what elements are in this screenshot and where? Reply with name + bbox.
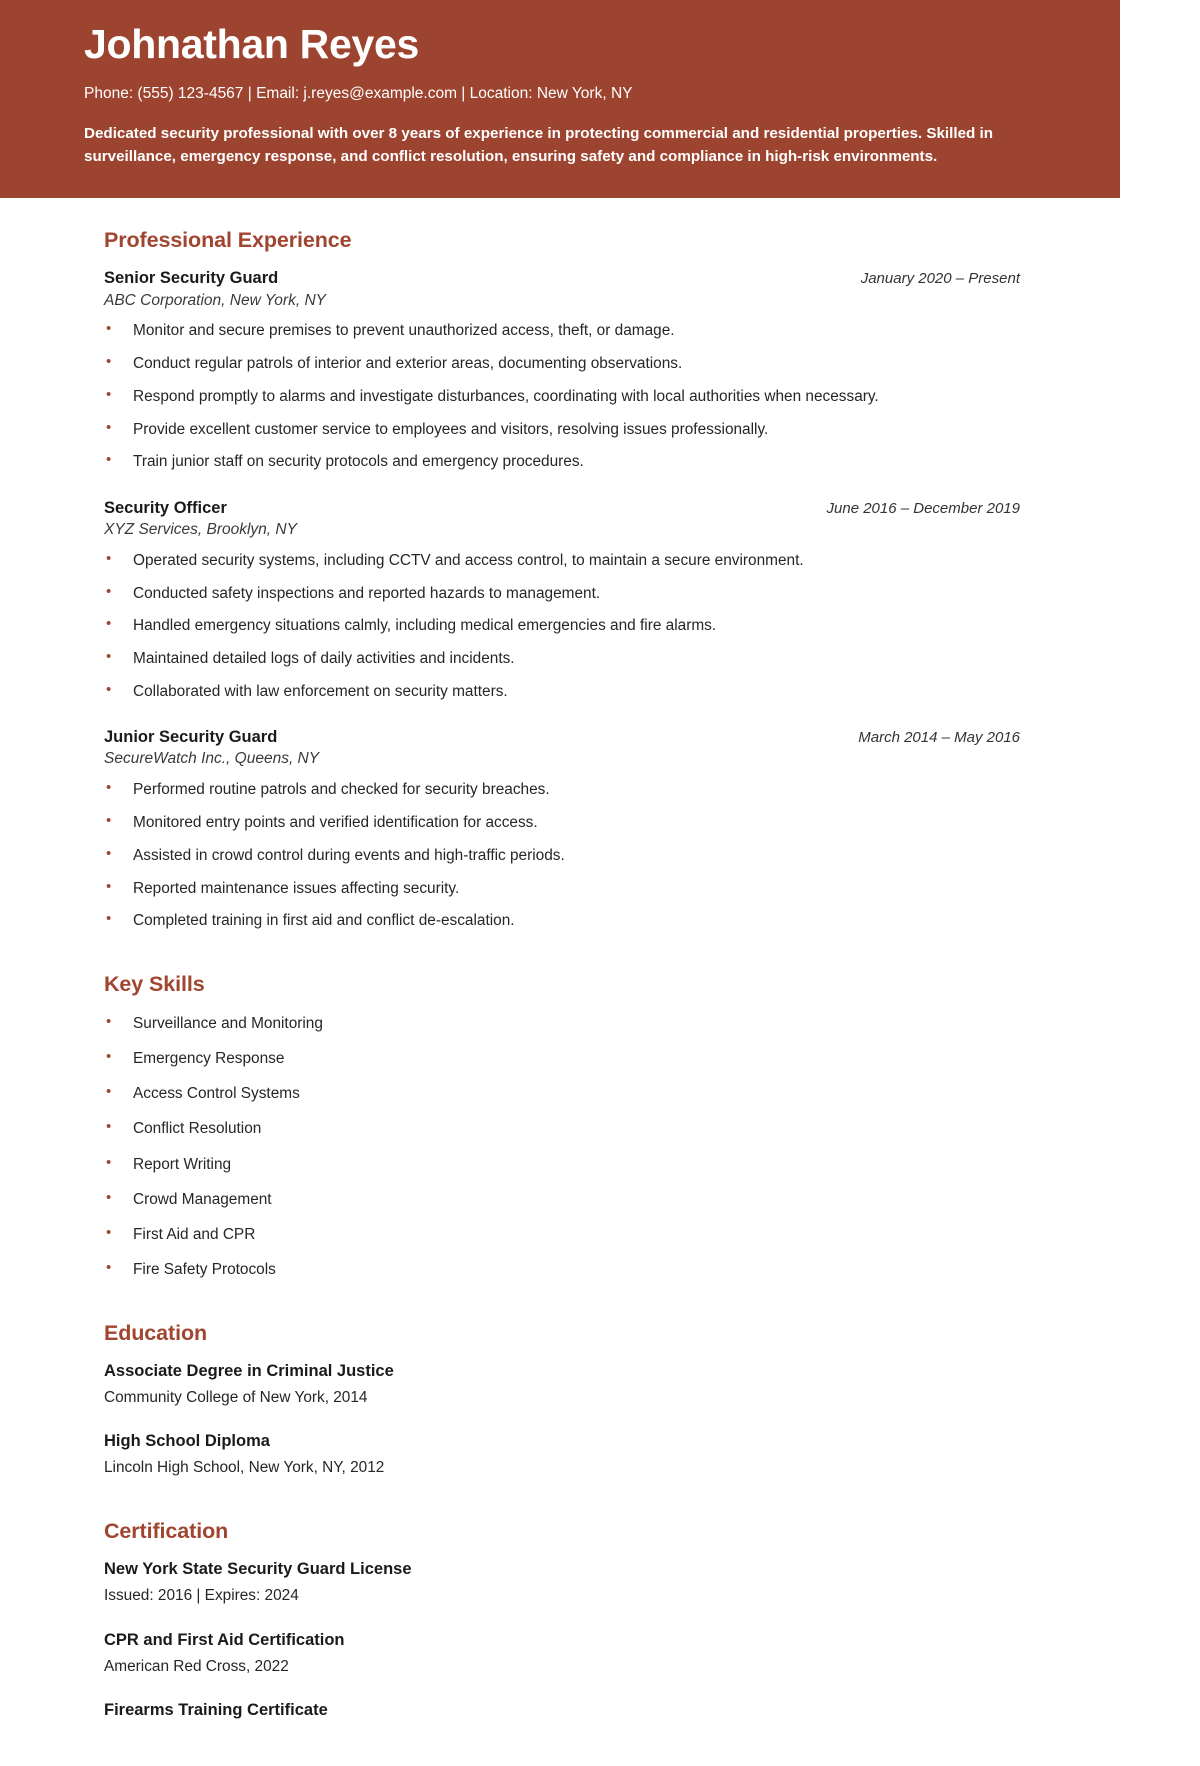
job-responsibility-list [104,779,1020,931]
certification-detail: Issued: 2016 | Expires: 2024 [104,1586,299,1604]
list-item: • Performed routine patrols and checked for security breaches. [104,779,1020,800]
job-responsibility-list [104,550,1020,702]
section-heading-experience: Professional Experience [104,228,352,253]
job-date-range: March 2014 – May 2016 [858,729,1020,747]
list-item: • Handled emergency situations calmly, including medical emergencies and fire alarms. [104,615,1020,636]
job-company: XYZ Services, Brooklyn, NY [104,520,297,538]
list-item: • Monitored entry points and verified identification for access. [104,812,1020,833]
list-item: • Reported maintenance issues affecting security. [104,878,1020,899]
experience-entry [104,267,1020,472]
list-item: • Access Control Systems [104,1083,1020,1104]
list-item: • Surveillance and Monitoring [104,1013,1020,1034]
job-date-range: June 2016 – December 2019 [826,499,1020,517]
list-item: • Monitor and secure premises to prevent unauthorized access, theft, or damage. [104,320,1020,341]
certification-entry [104,1558,1020,1607]
list-item: • Collaborated with law enforcement on security matters. [104,681,1020,702]
job-title: Security Officer [104,498,227,517]
job-company: ABC Corporation, New York, NY [104,291,326,309]
resume-header-banner [0,0,1120,198]
section-education [104,1321,1020,1479]
list-item: • Completed training in first aid and conflict de-escalation. [104,910,1020,931]
section-professional-experience [104,228,1020,931]
list-item: • Maintained detailed logs of daily activities and incidents. [104,648,1020,669]
section-heading-skills: Key Skills [104,971,205,996]
resume-body [0,198,1120,1766]
education-entry [104,1360,1020,1409]
list-item: • Respond promptly to alarms and investigate disturbances, coordinating with local authorities when necessary. [104,386,1020,407]
experience-entry-header [104,497,1020,519]
education-degree: Associate Degree in Criminal Justice [104,1361,394,1380]
section-key-skills [104,972,1020,1281]
list-item: • Provide excellent customer service to employees and visitors, resolving issues professionally. [104,419,1020,440]
list-item: • Crowd Management [104,1189,1020,1210]
list-item: • Assisted in crowd control during events and high-traffic periods. [104,845,1020,866]
list-item: • Report Writing [104,1154,1020,1175]
section-heading-education: Education [104,1320,208,1345]
job-title: Senior Security Guard [104,269,279,288]
certification-name: New York State Security Guard License [104,1559,412,1578]
experience-entry [104,726,1020,931]
education-institution: Lincoln High School, New York, NY, 2012 [104,1459,385,1477]
education-institution: Community College of New York, 2014 [104,1388,368,1406]
section-certification [104,1519,1020,1722]
professional-summary: Dedicated security professional with over 8 years of experience in protecting commercial and residential properties. Skilled in surveillance, emergency response, and conflict resolution, ensuring safety and compliance in high-risk environments. [84,125,994,166]
candidate-name: Johnathan Reyes [84,21,419,67]
list-item: • Conducted safety inspections and reported hazards to management. [104,583,1020,604]
experience-entry-header [104,726,1020,748]
job-company: SecureWatch Inc., Queens, NY [104,750,320,768]
job-title: Junior Security Guard [104,728,278,747]
certification-name: CPR and First Aid Certification [104,1630,345,1649]
list-item: • Conflict Resolution [104,1118,1020,1139]
skills-list [104,1013,1020,1281]
certification-entry [104,1629,1020,1678]
list-item: • Fire Safety Protocols [104,1259,1020,1280]
list-item: • First Aid and CPR [104,1224,1020,1245]
job-date-range: January 2020 – Present [860,270,1020,288]
list-item: • Emergency Response [104,1048,1020,1069]
contact-line: Phone: (555) 123-4567 | Email: j.reyes@example.com | Location: New York, NY [84,84,633,102]
education-degree: High School Diploma [104,1432,270,1451]
list-item: • Operated security systems, including CCTV and access control, to maintain a secure environment. [104,550,1020,571]
education-entry [104,1430,1020,1479]
experience-entry [104,497,1020,702]
job-responsibility-list [104,320,1020,472]
list-item: • Train junior staff on security protocols and emergency procedures. [104,451,1020,472]
section-heading-certification: Certification [104,1518,229,1543]
list-item: • Conduct regular patrols of interior and exterior areas, documenting observations. [104,353,1020,374]
certification-name: Firearms Training Certificate [104,1701,328,1720]
certification-detail: American Red Cross, 2022 [104,1657,289,1675]
certification-entry [104,1699,1020,1722]
experience-entry-header [104,267,1020,289]
